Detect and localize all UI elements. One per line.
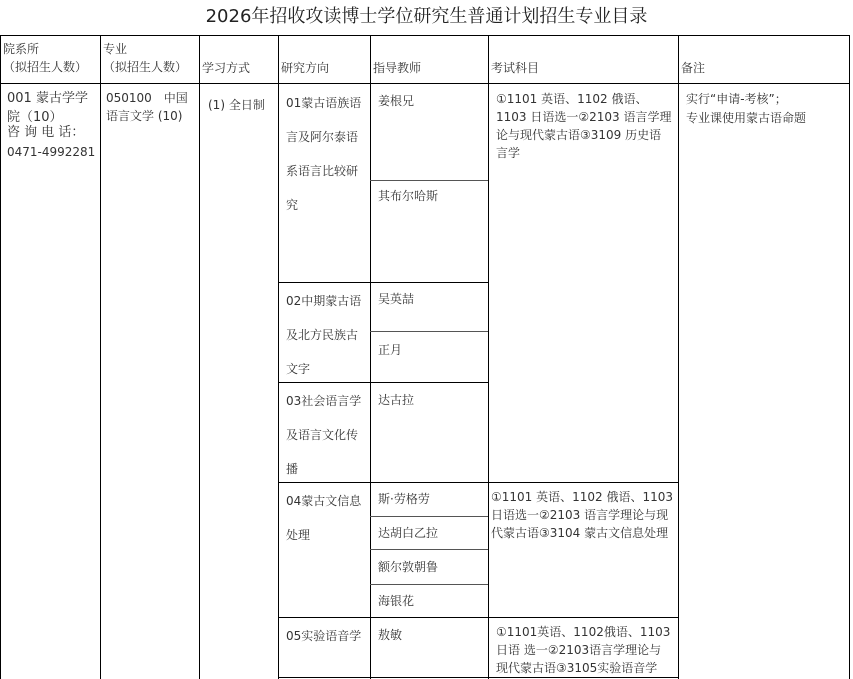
advisor-4-1: 斯·劳格劳 xyxy=(378,492,430,506)
direction-05: 05实验语音学 xyxy=(286,629,362,643)
exam-subjects-3: ①1101英语、1102俄语、1103日语 选一②2103语言学理论与现代蒙古语③3105实验语音学 xyxy=(496,625,671,675)
advisor-2-2: 正月 xyxy=(378,343,403,357)
col-border-2 xyxy=(199,35,200,679)
dept-phone-label: 咨 询 电 话： xyxy=(7,125,85,140)
exam-subjects-1: ①1101 英语、1102 俄语、1103 日语选一②2103 语言学理论与现代蒙古语③3109 历史语言学 xyxy=(496,92,672,160)
advisor-4-4: 海银花 xyxy=(378,594,415,608)
advisor-4-3: 额尔敦朝鲁 xyxy=(378,560,439,574)
major-name: 050100 中国语言文学 (10) xyxy=(106,91,188,123)
col-border-4 xyxy=(370,35,371,679)
advisor-4-2: 达胡白乙拉 xyxy=(378,526,439,540)
direction-01: 01蒙古语族语言及阿尔泰语系语言比较研究 xyxy=(286,96,362,212)
header-exam: 考试科目 xyxy=(491,61,540,75)
study-mode: (1) 全日制 xyxy=(208,98,265,112)
direction-03: 03社会语言学及语言文化传播 xyxy=(286,394,362,476)
table-top-border xyxy=(0,35,850,36)
advisor-3-1: 达古拉 xyxy=(378,393,415,407)
direction-border-1 xyxy=(278,282,488,283)
advisor-5-1: 敖敏 xyxy=(378,628,403,642)
col-border-right xyxy=(849,35,850,679)
col-border-left xyxy=(0,35,1,679)
col-border-1 xyxy=(100,35,101,679)
advisor-1-2: 其布尔哈斯 xyxy=(378,189,439,203)
col-border-3 xyxy=(278,35,279,679)
advisor-border-4c xyxy=(370,584,488,585)
exam-border-1 xyxy=(488,482,678,483)
remark-line-2: 专业课使用蒙古语命题 xyxy=(686,111,807,125)
advisor-border-1a xyxy=(370,180,488,181)
header-advisor: 指导教师 xyxy=(373,61,422,75)
header-major: 专业 （拟招生人数） xyxy=(103,42,188,74)
advisor-border-4a xyxy=(370,516,488,517)
advisor-2-1: 吴英喆 xyxy=(378,292,415,306)
col-border-6 xyxy=(678,35,679,679)
exam-subjects-2: ①1101 英语、1102 俄语、1103 日语选一②2103 语言学理论与现代蒙古语③3104 蒙古文信息处理 xyxy=(491,490,674,540)
header-bottom-border xyxy=(0,83,850,84)
direction-border-4 xyxy=(278,617,678,618)
header-direction: 研究方向 xyxy=(281,61,330,75)
header-remark: 备注 xyxy=(681,61,706,75)
dept-phone: 0471-4992281 xyxy=(7,145,96,159)
col-border-5 xyxy=(488,35,489,679)
remark-line-1: 实行“申请-考核”； xyxy=(686,92,787,106)
advisor-border-4b xyxy=(370,549,488,550)
direction-04: 04蒙古文信息处理 xyxy=(286,494,362,542)
header-mode: 学习方式 xyxy=(202,61,251,75)
advisor-1-1: 姜根兄 xyxy=(378,94,415,108)
direction-border-5 xyxy=(278,677,678,678)
direction-02: 02中期蒙古语及北方民族古文字 xyxy=(286,294,362,376)
header-dept: 院系所 （拟招生人数） xyxy=(3,42,88,74)
dept-name: 001 蒙古学学院（10） xyxy=(7,91,88,125)
advisor-border-2a xyxy=(370,331,488,332)
page-title: 2026年招收攻读博士学位研究生普通计划招生专业目录 xyxy=(205,6,648,27)
